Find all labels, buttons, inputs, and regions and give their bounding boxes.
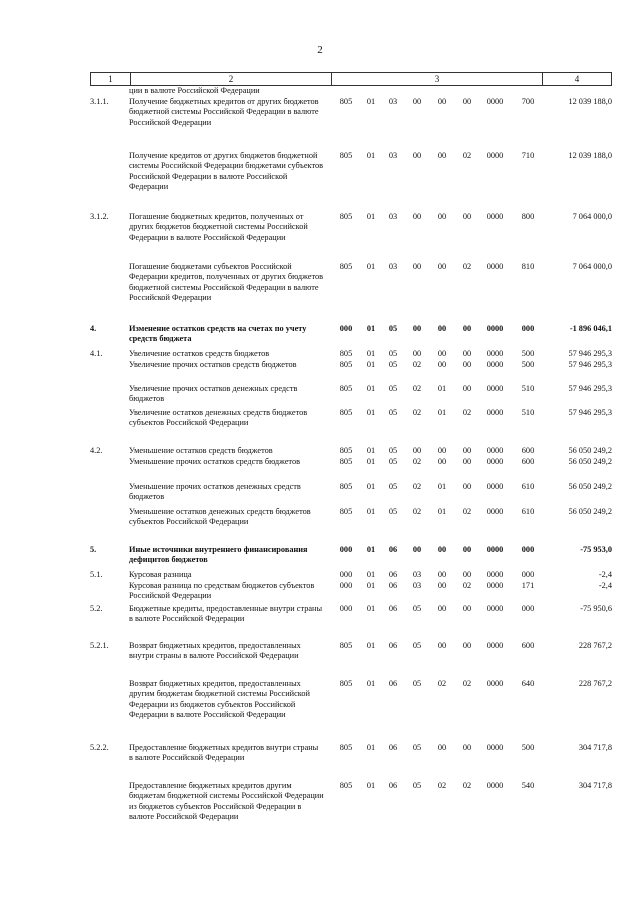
row-description: Курсовая разница по средствам бюджетов субъектов Российской Федерации (129, 581, 315, 601)
row-code-3: 05 (388, 360, 398, 369)
row-code-2: 01 (366, 570, 376, 579)
row-code-8: 600 (521, 457, 535, 466)
row-code-7: 0000 (486, 482, 504, 491)
row-code-6: 00 (462, 482, 472, 491)
table-header (90, 72, 612, 86)
row-code-2: 01 (366, 641, 376, 650)
row-description: Получение бюджетных кредитов от других бюджетов бюджетной системы Российской Федерации в валюте Российской Федерации (129, 97, 319, 127)
row-code-4: 03 (412, 570, 422, 579)
row-code-1: 805 (339, 781, 353, 790)
row-code-5: 01 (437, 408, 447, 417)
row-code-5: 00 (437, 262, 447, 271)
row-description: Возврат бюджетных кредитов, предоставленных другим бюджетам бюджетной системы Российской Федерации из бюджетов субъектов Российской Федерации в валюте Российской Федерации (129, 679, 310, 720)
row-number: 3.1.2. (90, 212, 109, 221)
row-description: Предоставление бюджетных кредитов внутри страны в валюте Российской Федерации (129, 743, 319, 763)
row-code-1: 805 (339, 151, 353, 160)
row-code-2: 01 (366, 349, 376, 358)
row-code-7: 0000 (486, 507, 504, 516)
row-description: Уменьшение остатков денежных средств бюджетов субъектов Российской Федерации (129, 507, 311, 527)
row-code-8: 500 (521, 743, 535, 752)
row-code-6: 00 (462, 446, 472, 455)
row-code-5: 01 (437, 482, 447, 491)
row-code-1: 805 (339, 97, 353, 106)
row-code-4: 05 (412, 743, 422, 752)
row-code-4: 00 (412, 151, 422, 160)
row-code-6: 02 (462, 151, 472, 160)
row-code-4: 05 (412, 781, 422, 790)
row-code-3: 06 (388, 641, 398, 650)
row-description: Уменьшение прочих остатков средств бюджетов (129, 457, 301, 466)
row-code-1: 805 (339, 482, 353, 491)
row-code-6: 00 (462, 324, 472, 333)
row-code-5: 00 (437, 349, 447, 358)
row-code-4: 00 (412, 545, 422, 554)
row-code-7: 0000 (486, 570, 504, 579)
row-description: Увеличение прочих остатков денежных средств бюджетов (129, 384, 298, 404)
row-code-2: 01 (366, 151, 376, 160)
row-code-5: 00 (437, 360, 447, 369)
row-code-1: 805 (339, 349, 353, 358)
row-code-3: 06 (388, 604, 398, 613)
row-code-6: 02 (462, 679, 472, 688)
row-description: Получение кредитов от других бюджетов бюджетной системы Российской Федерации бюджетами субъектов Российской Федерации в валюте Российской Федерации (129, 151, 324, 192)
row-code-2: 01 (366, 262, 376, 271)
row-code-7: 0000 (486, 781, 504, 790)
row-code-2: 01 (366, 324, 376, 333)
row-amount: 228 767,2 (578, 679, 612, 688)
row-number: 5.2. (90, 604, 103, 613)
header-col-4: 4 (574, 74, 580, 84)
row-code-3: 06 (388, 743, 398, 752)
row-code-4: 03 (412, 581, 422, 590)
row-code-8: 000 (521, 570, 535, 579)
row-code-7: 0000 (486, 679, 504, 688)
row-amount: 56 050 249,2 (568, 446, 612, 455)
row-code-1: 000 (339, 545, 353, 554)
row-code-4: 00 (412, 446, 422, 455)
row-amount: 304 717,8 (578, 781, 612, 790)
row-code-7: 0000 (486, 446, 504, 455)
row-code-7: 0000 (486, 97, 504, 106)
row-code-6: 02 (462, 507, 472, 516)
row-amount: 304 717,8 (578, 743, 612, 752)
row-code-8: 810 (521, 262, 535, 271)
row-code-1: 805 (339, 408, 353, 417)
row-code-7: 0000 (486, 581, 504, 590)
row-code-3: 06 (388, 545, 398, 554)
row-code-1: 805 (339, 743, 353, 752)
row-code-8: 640 (521, 679, 535, 688)
row-code-8: 540 (521, 781, 535, 790)
row-code-4: 00 (412, 324, 422, 333)
row-code-8: 710 (521, 151, 535, 160)
row-code-5: 00 (437, 743, 447, 752)
row-code-3: 05 (388, 457, 398, 466)
row-amount: -2,4 (598, 581, 612, 590)
row-code-7: 0000 (486, 151, 504, 160)
row-number: 5.1. (90, 570, 103, 579)
row-description: Погашение бюджетами субъектов Российской Федерации кредитов, полученных от других бюджетов бюджетной системы Российской Федерации в валюте Российской Федерации (129, 262, 324, 303)
row-code-2: 01 (366, 743, 376, 752)
row-code-5: 00 (437, 570, 447, 579)
row-code-1: 805 (339, 679, 353, 688)
row-code-1: 805 (339, 384, 353, 393)
row-code-6: 00 (462, 604, 472, 613)
row-code-4: 02 (412, 507, 422, 516)
row-code-2: 01 (366, 482, 376, 491)
row-code-3: 03 (388, 97, 398, 106)
row-description: Уменьшение остатков средств бюджетов (129, 446, 273, 455)
row-amount: 57 946 295,3 (568, 349, 612, 358)
row-description: Иные источники внутреннего финансирования дефицитов бюджетов (129, 545, 308, 565)
row-code-2: 01 (366, 408, 376, 417)
row-code-4: 02 (412, 408, 422, 417)
row-code-5: 02 (437, 679, 447, 688)
row-description: Увеличение прочих остатков средств бюджетов (129, 360, 297, 369)
row-code-7: 0000 (486, 212, 504, 221)
row-code-6: 00 (462, 457, 472, 466)
row-code-7: 0000 (486, 324, 504, 333)
row-code-7: 0000 (486, 545, 504, 554)
row-amount: 12 039 188,0 (568, 97, 612, 106)
row-code-2: 01 (366, 384, 376, 393)
row-code-4: 00 (412, 212, 422, 221)
header-col-3: 3 (434, 74, 440, 84)
row-code-1: 000 (339, 581, 353, 590)
row-amount: 57 946 295,3 (568, 360, 612, 369)
row-code-2: 01 (366, 604, 376, 613)
row-code-3: 05 (388, 507, 398, 516)
row-amount: 57 946 295,3 (568, 408, 612, 417)
row-code-3: 05 (388, 324, 398, 333)
row-code-5: 00 (437, 604, 447, 613)
row-code-5: 00 (437, 581, 447, 590)
row-amount: 12 039 188,0 (568, 151, 612, 160)
row-code-2: 01 (366, 507, 376, 516)
row-code-7: 0000 (486, 360, 504, 369)
row-code-3: 06 (388, 781, 398, 790)
row-code-1: 805 (339, 360, 353, 369)
row-amount: -75 950,6 (580, 604, 612, 613)
row-code-6: 00 (462, 97, 472, 106)
row-code-5: 00 (437, 97, 447, 106)
row-code-6: 00 (462, 545, 472, 554)
row-code-8: 500 (521, 349, 535, 358)
row-amount: 57 946 295,3 (568, 384, 612, 393)
row-code-5: 00 (437, 641, 447, 650)
row-description: Погашение бюджетных кредитов, полученных от других бюджетов бюджетной системы Российской Федерации в валюте Российской Федерации (129, 212, 308, 242)
row-code-5: 00 (437, 324, 447, 333)
row-code-3: 03 (388, 151, 398, 160)
row-code-3: 03 (388, 262, 398, 271)
row-code-3: 05 (388, 408, 398, 417)
row-description: ции в валюте Российской Федерации (129, 86, 260, 95)
header-col-1: 1 (108, 74, 113, 84)
row-code-3: 03 (388, 212, 398, 221)
row-code-8: 610 (521, 507, 535, 516)
row-code-4: 05 (412, 641, 422, 650)
row-code-6: 02 (462, 408, 472, 417)
row-code-5: 02 (437, 781, 447, 790)
row-number: 5.2.1. (90, 641, 109, 650)
row-code-6: 02 (462, 781, 472, 790)
row-code-4: 02 (412, 360, 422, 369)
row-code-8: 510 (521, 408, 535, 417)
row-code-3: 06 (388, 570, 398, 579)
row-code-4: 00 (412, 262, 422, 271)
row-amount: 7 064 000,0 (572, 212, 612, 221)
row-amount: -2,4 (598, 570, 612, 579)
row-code-6: 00 (462, 570, 472, 579)
row-code-1: 805 (339, 446, 353, 455)
row-code-3: 05 (388, 446, 398, 455)
row-code-6: 00 (462, 360, 472, 369)
row-code-2: 01 (366, 212, 376, 221)
row-number: 4.1. (90, 349, 103, 358)
row-code-7: 0000 (486, 604, 504, 613)
row-code-1: 000 (339, 570, 353, 579)
row-code-5: 00 (437, 446, 447, 455)
row-code-8: 800 (521, 212, 535, 221)
row-amount: -1 896 046,1 (569, 324, 612, 333)
row-description: Изменение остатков средств на счетах по учету средств бюджета (129, 324, 307, 344)
row-code-8: 000 (521, 545, 535, 554)
row-description: Курсовая разница (129, 570, 192, 579)
row-code-3: 06 (388, 581, 398, 590)
row-code-1: 000 (339, 324, 353, 333)
page-number: 2 (317, 44, 323, 56)
row-code-1: 805 (339, 457, 353, 466)
row-description: Уменьшение прочих остатков денежных средств бюджетов (129, 482, 301, 502)
row-code-8: 510 (521, 384, 535, 393)
row-code-8: 600 (521, 446, 535, 455)
row-code-3: 05 (388, 384, 398, 393)
row-code-1: 000 (339, 604, 353, 613)
row-code-4: 05 (412, 679, 422, 688)
row-code-5: 01 (437, 507, 447, 516)
row-code-7: 0000 (486, 743, 504, 752)
row-description: Увеличение остатков средств бюджетов (129, 349, 270, 358)
row-code-8: 000 (521, 604, 535, 613)
row-code-6: 00 (462, 212, 472, 221)
row-amount: 56 050 249,2 (568, 482, 612, 491)
row-number: 4. (90, 324, 97, 333)
row-code-6: 02 (462, 581, 472, 590)
header-col-2: 2 (228, 74, 234, 84)
row-code-8: 700 (521, 97, 535, 106)
row-code-2: 01 (366, 446, 376, 455)
row-code-1: 805 (339, 212, 353, 221)
row-code-3: 05 (388, 349, 398, 358)
row-code-4: 00 (412, 349, 422, 358)
row-code-3: 06 (388, 679, 398, 688)
row-number: 5. (90, 545, 97, 554)
row-code-2: 01 (366, 781, 376, 790)
row-code-7: 0000 (486, 349, 504, 358)
row-code-2: 01 (366, 545, 376, 554)
row-code-7: 0000 (486, 408, 504, 417)
row-code-4: 02 (412, 457, 422, 466)
row-code-8: 171 (521, 581, 535, 590)
row-amount: 56 050 249,2 (568, 457, 612, 466)
row-description: Увеличение остатков денежных средств бюджетов субъектов Российской Федерации (129, 408, 308, 428)
row-amount: 228 767,2 (578, 641, 612, 650)
row-code-5: 00 (437, 151, 447, 160)
row-code-7: 0000 (486, 457, 504, 466)
row-amount: -75 953,0 (580, 545, 612, 554)
row-code-3: 05 (388, 482, 398, 491)
row-code-7: 0000 (486, 262, 504, 271)
row-code-6: 00 (462, 641, 472, 650)
row-code-1: 805 (339, 262, 353, 271)
row-code-2: 01 (366, 97, 376, 106)
row-code-6: 00 (462, 349, 472, 358)
row-number: 4.2. (90, 446, 103, 455)
row-description: Предоставление бюджетных кредитов другим бюджетам бюджетной системы Российской Федерации из бюджетов субъектов Российской Федерации в валюте Российской Федерации (129, 781, 324, 822)
row-code-8: 600 (521, 641, 535, 650)
row-code-5: 00 (437, 457, 447, 466)
row-code-8: 500 (521, 360, 535, 369)
row-code-7: 0000 (486, 641, 504, 650)
row-code-7: 0000 (486, 384, 504, 393)
row-code-6: 00 (462, 743, 472, 752)
row-number: 5.2.2. (90, 743, 109, 752)
row-code-2: 01 (366, 457, 376, 466)
row-code-2: 01 (366, 360, 376, 369)
row-amount: 7 064 000,0 (572, 262, 612, 271)
row-code-8: 000 (521, 324, 535, 333)
row-code-4: 02 (412, 482, 422, 491)
row-code-8: 610 (521, 482, 535, 491)
row-code-1: 805 (339, 507, 353, 516)
row-code-2: 01 (366, 581, 376, 590)
row-code-1: 805 (339, 641, 353, 650)
row-code-5: 00 (437, 545, 447, 554)
row-code-4: 05 (412, 604, 422, 613)
row-code-6: 02 (462, 262, 472, 271)
row-code-2: 01 (366, 679, 376, 688)
row-code-4: 02 (412, 384, 422, 393)
row-code-5: 01 (437, 384, 447, 393)
row-description: Возврат бюджетных кредитов, предоставленных внутри страны в валюте Российской Федерации (129, 641, 301, 661)
row-description: Бюджетные кредиты, предоставленные внутри страны в валюте Российской Федерации (129, 604, 323, 624)
row-code-4: 00 (412, 97, 422, 106)
row-amount: 56 050 249,2 (568, 507, 612, 516)
row-code-5: 00 (437, 212, 447, 221)
row-code-6: 00 (462, 384, 472, 393)
row-number: 3.1.1. (90, 97, 109, 106)
